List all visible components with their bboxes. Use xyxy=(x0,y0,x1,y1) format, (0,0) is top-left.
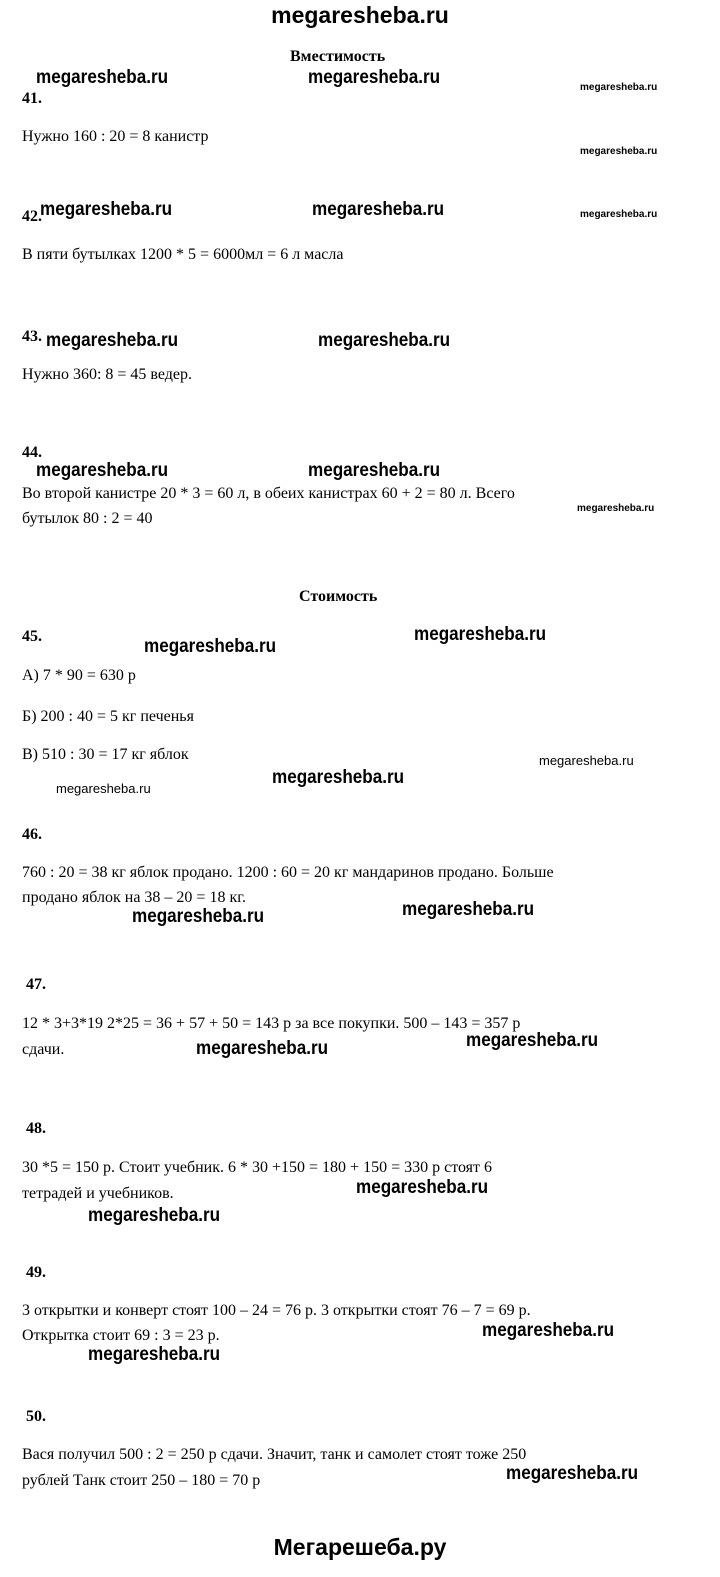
problem-number: 50. xyxy=(26,1408,46,1425)
section-title-cost: Стоимость xyxy=(299,588,378,605)
problem-number: 42. xyxy=(22,208,42,225)
problem-text: рублей Танк стоит 250 – 180 = 70 р xyxy=(22,1472,261,1489)
watermark: megaresheba.ru xyxy=(40,199,173,220)
problem-text: А) 7 * 90 = 630 р xyxy=(22,667,136,684)
watermark: megaresheba.ru xyxy=(466,1030,599,1051)
watermark: megaresheba.ru xyxy=(56,781,151,796)
watermark: megaresheba.ru xyxy=(144,636,277,657)
problem-text: Нужно 160 : 20 = 8 канистр xyxy=(22,128,209,145)
problem-number: 48. xyxy=(26,1120,46,1137)
watermark: megaresheba.ru xyxy=(414,624,547,645)
watermark: megaresheba.ru xyxy=(312,199,445,220)
problem-text: 760 : 20 = 38 кг яблок продано. 1200 : 60 = 20 кг мандаринов продано. Больше xyxy=(22,864,554,881)
watermark: megaresheba.ru xyxy=(577,503,655,514)
problem-number: 49. xyxy=(26,1264,46,1281)
problem-text: Во второй канистре 20 * 3 = 60 л, в обеих канистрах 60 + 2 = 80 л. Всего xyxy=(22,485,515,502)
watermark: megaresheba.ru xyxy=(132,906,265,927)
problem-text: тетрадей и учебников. xyxy=(22,1185,174,1202)
watermark: megaresheba.ru xyxy=(308,67,441,88)
problem-number: 45. xyxy=(22,628,42,645)
watermark: megaresheba.ru xyxy=(482,1320,615,1341)
problem-text: Вася получил 500 : 2 = 250 р сдачи. Значит, танк и самолет стоят тоже 250 xyxy=(22,1446,527,1463)
problem-text: 3 открытки и конверт стоят 100 – 24 = 76 р. 3 открытки стоят 76 – 7 = 69 р. xyxy=(22,1302,531,1319)
watermark: megaresheba.ru xyxy=(356,1177,489,1198)
problem-text: 12 * 3+3*19 2*25 = 36 + 57 + 50 = 143 р за все покупки. 500 – 143 = 357 р xyxy=(22,1015,521,1032)
watermark: megaresheba.ru xyxy=(36,460,169,481)
problem-number: 43. xyxy=(22,328,42,345)
watermark: megaresheba.ru xyxy=(402,899,535,920)
problem-number: 44. xyxy=(22,444,42,461)
watermark: megaresheba.ru xyxy=(88,1205,221,1226)
site-header: megaresheba.ru xyxy=(271,2,449,28)
problem-text: бутылок 80 : 2 = 40 xyxy=(22,510,153,527)
watermark: megaresheba.ru xyxy=(580,82,658,93)
watermark: megaresheba.ru xyxy=(539,753,634,768)
watermark: megaresheba.ru xyxy=(318,330,451,351)
problem-text: В пяти бутылках 1200 * 5 = 6000мл = 6 л масла xyxy=(22,246,344,263)
watermark: megaresheba.ru xyxy=(580,146,658,157)
watermark: megaresheba.ru xyxy=(272,767,405,788)
watermark: megaresheba.ru xyxy=(580,209,658,220)
watermark: megaresheba.ru xyxy=(196,1038,329,1059)
problem-text: продано яблок на 38 – 20 = 18 кг. xyxy=(22,889,246,906)
watermark: megaresheba.ru xyxy=(88,1344,221,1365)
problem-text: сдачи. xyxy=(22,1041,65,1058)
problem-number: 46. xyxy=(22,826,42,843)
problem-text: 30 *5 = 150 р. Стоит учебник. 6 * 30 +150 = 180 + 150 = 330 р стоят 6 xyxy=(22,1159,493,1176)
problem-text: Открытка стоит 69 : 3 = 23 р. xyxy=(22,1327,220,1344)
site-footer: Мегарешеба.ру xyxy=(273,1534,447,1560)
watermark: megaresheba.ru xyxy=(506,1463,639,1484)
problem-number: 47. xyxy=(26,976,46,993)
problem-number: 41. xyxy=(22,90,42,107)
section-title-capacity: Вместимость xyxy=(290,48,386,65)
watermark: megaresheba.ru xyxy=(36,67,169,88)
problem-text: Б) 200 : 40 = 5 кг печенья xyxy=(22,708,194,725)
watermark: megaresheba.ru xyxy=(46,330,179,351)
watermark: megaresheba.ru xyxy=(308,460,441,481)
problem-text: В) 510 : 30 = 17 кг яблок xyxy=(22,746,189,763)
problem-text: Нужно 360: 8 = 45 ведер. xyxy=(22,366,193,383)
